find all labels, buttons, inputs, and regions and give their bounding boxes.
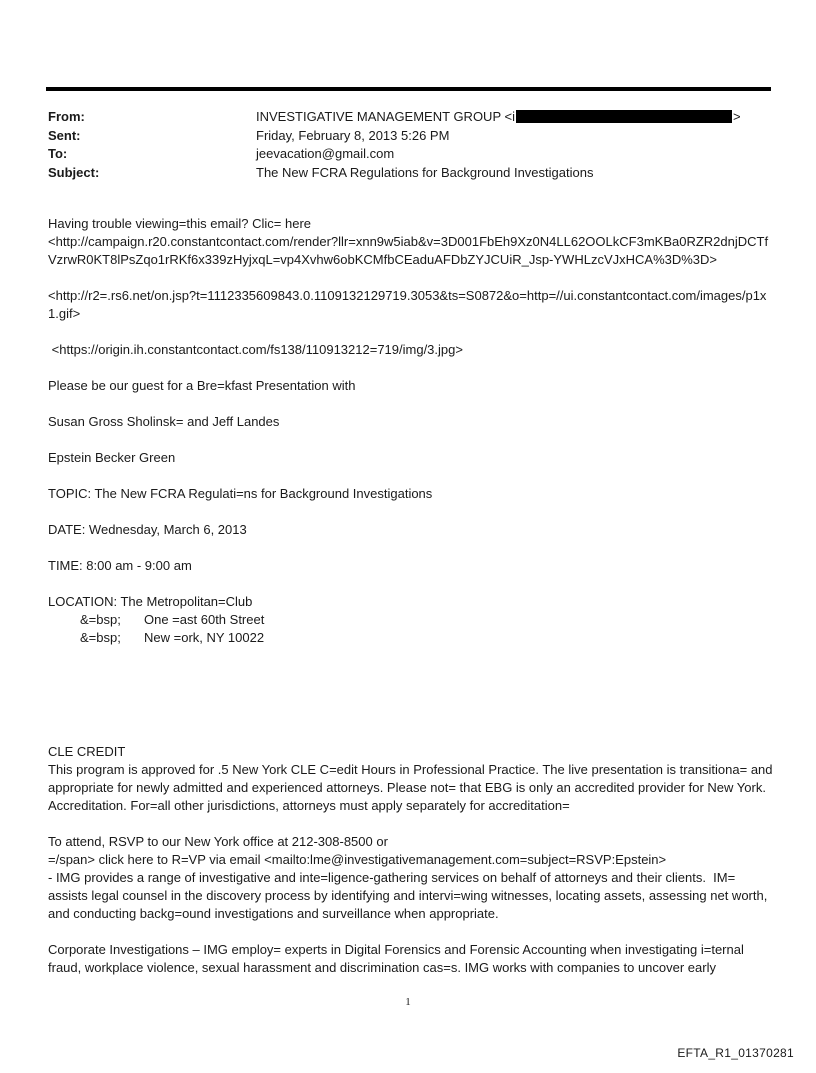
trouble-viewing-link[interactable]: Having trouble viewing=this email? Clic= here <http://campaign.r20.constantcontact.com/render?llr=xnn9w5iab&v=3D001FbEh9Xz0N4LL62OOLkCF3mKBa0RZR2dnjDCTfVzrwR0KT8lPsZqo1rRKf6x339zHyjxqL=vp4Xvhw6obKCMfbCEaduAFDbZYJCUiR_Jsp-YWHLzcVJxHCA%3D%3D> [48, 216, 769, 267]
to-row [48, 145, 778, 164]
from-value [256, 108, 778, 127]
page-number: 1 [405, 996, 411, 1008]
location-title: LOCATION: The Metropolitan=Club [48, 594, 253, 609]
cle-text: This program is approved for .5 New York CLE C=edit Hours in Professional Practice. The live presentation is transitiona= and appropriate for newly admitted and experienced attorneys. Please not= that EBG is only an accredited provider for New York. Accreditation. For=all other jurisdictions, attorneys must apply separately for accreditation= [48, 762, 777, 813]
location-block [48, 593, 773, 647]
location-text: One =ast 60th Street [144, 612, 265, 627]
sent-label: Sent: [48, 127, 81, 143]
from-row [48, 108, 778, 127]
from-label: From: [48, 109, 85, 124]
redaction-bar [516, 110, 732, 123]
location-entity: &=bsp; [80, 612, 121, 627]
to-value: jeevacation@gmail.com [256, 146, 395, 161]
topic-line: TOPIC: The New FCRA Regulati=ns for Background Investigations [48, 486, 433, 501]
invitation-line: Please be our guest for a Bre=kfast Presentation with [48, 378, 356, 393]
subject-value: The New FCRA Regulations for Background Investigations [256, 164, 594, 180]
header-rule [46, 87, 771, 91]
to-label: To: [48, 146, 68, 161]
subject-label: Subject: [48, 164, 100, 180]
location-entity: &=bsp; [80, 630, 121, 645]
image-link[interactable]: <https://origin.ih.constantcontact.com/fs138/110913212=719/img/3.jpg> [48, 342, 463, 357]
location-text: New =ork, NY 10022 [144, 630, 265, 645]
time-line: TIME: 8:00 am - 9:00 am [48, 558, 192, 573]
sent-row [48, 127, 778, 146]
speakers-line: Susan Gross Sholinsk= and Jeff Landes [48, 414, 280, 429]
email-header [48, 108, 778, 182]
email-body [48, 215, 777, 995]
spacer [48, 647, 773, 743]
sent-value: Friday, February 8, 2013 5:26 PM [256, 127, 450, 143]
img-description: - IMG provides a range of investigative and inte=ligence-gathering services on behalf of attorneys and their clients. IM= assists legal counsel in the discovery process by identifying and intervi=wing witnesses, locating assets, assessing net worth, and conducting backg=ound investigations and surveillance when appropriate. [48, 870, 771, 921]
corporate-investigations: Corporate Investigations – IMG employ= experts in Digital Forensics and Forensic Accounting when investigating i=ternal fraud, workplace violence, sexual harassment and discrimination cas=s. IMG works with companies to uncover early [48, 942, 748, 975]
subject-row [48, 164, 778, 183]
rsvp-line: To attend, RSVP to our New York office at 212-308-8500 or [48, 834, 388, 849]
cle-title: CLE CREDIT [48, 744, 126, 759]
rsvp-email-link[interactable]: =/span> click here to R=VP via email <mailto:lme@investigativemanagement.com=subject=RSVP:Epstein> [48, 852, 667, 867]
from-suffix: > [732, 109, 741, 124]
date-line: DATE: Wednesday, March 6, 2013 [48, 522, 247, 537]
tracking-pixel-link[interactable]: <http://r2=.rs6.net/on.jsp?t=1112335609843.0.1109132129719.3053&ts=S0872&o=http=//ui.constantcontact.com/images/p1x1.gif> [48, 288, 767, 321]
from-sender: INVESTIGATIVE MANAGEMENT GROUP <i [256, 109, 515, 124]
document-id: EFTA_R1_01370281 [677, 1046, 794, 1060]
firm-line: Epstein Becker Green [48, 450, 176, 465]
location-address-line [48, 629, 773, 647]
location-address-line [48, 611, 773, 629]
